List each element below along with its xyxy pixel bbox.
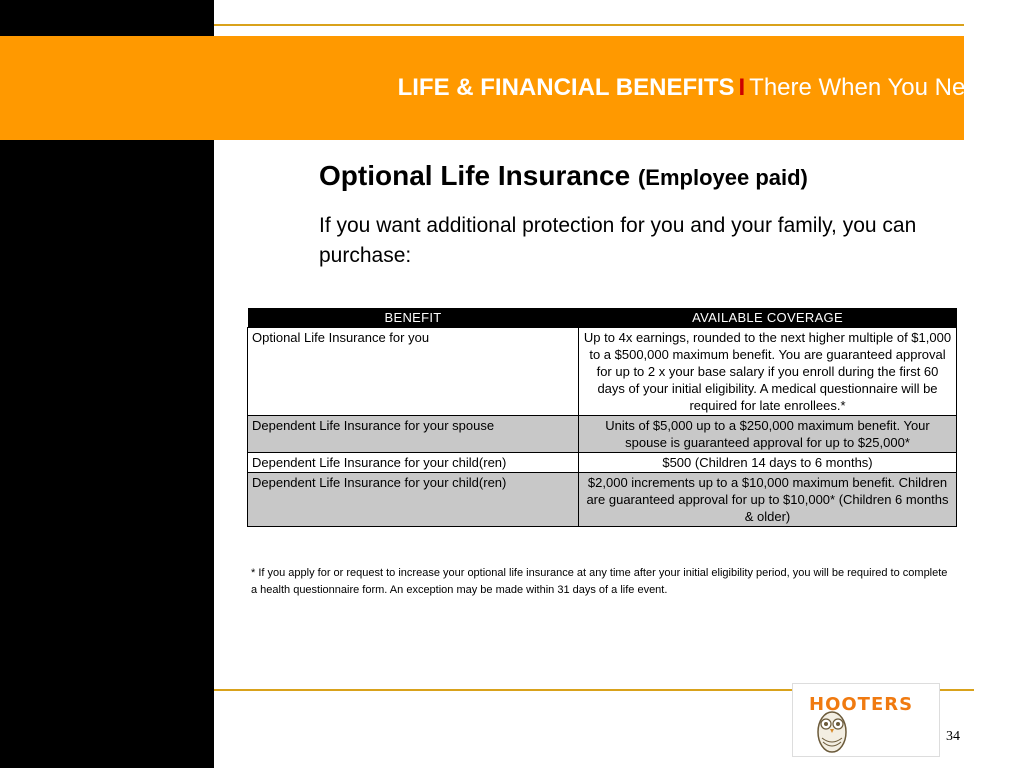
table-row bbox=[248, 473, 957, 527]
hooters-logo bbox=[792, 683, 940, 757]
table-row bbox=[248, 328, 957, 416]
coverage-cell: $2,000 increments up to a $10,000 maximum benefit. Children are guaranteed approval for up to $10,000* (Children 6 months & older) bbox=[579, 473, 957, 527]
header-benefit: BENEFIT bbox=[248, 308, 579, 328]
header-coverage: AVAILABLE COVERAGE bbox=[579, 308, 957, 328]
table-header-row bbox=[248, 308, 957, 328]
intro-text: If you want additional protection for you and your family, you can purchase: bbox=[319, 214, 917, 267]
banner-title bbox=[398, 74, 1012, 102]
benefit-table bbox=[247, 308, 957, 527]
logo-text: HOOTERS bbox=[809, 694, 914, 715]
table-row bbox=[248, 453, 957, 473]
banner-separator: I bbox=[738, 74, 746, 101]
benefit-cell: Optional Life Insurance for you bbox=[248, 328, 579, 416]
benefit-cell: Dependent Life Insurance for your spouse bbox=[248, 416, 579, 453]
coverage-cell: Up to 4x earnings, rounded to the next higher multiple of $1,000 to a $500,000 maximum benefit. You are guaranteed approval for up to 2 x your base salary if you enroll during the first 60 days of your initial eligibility. A medical questionnaire will be required for late enrollees.* bbox=[579, 328, 957, 416]
benefit-cell: Dependent Life Insurance for your child(ren) bbox=[248, 453, 579, 473]
coverage-cell: $500 (Children 14 days to 6 months) bbox=[579, 453, 957, 473]
section-subtitle: (Employee paid) bbox=[637, 165, 808, 190]
section-title-text: Optional Life Insurance bbox=[319, 160, 631, 191]
coverage-cell: Units of $5,000 up to a $250,000 maximum benefit. Your spouse is guaranteed approval for up to $25,000* bbox=[579, 416, 957, 453]
top-rule bbox=[214, 24, 964, 26]
section-title bbox=[319, 160, 808, 192]
benefit-cell: Dependent Life Insurance for your child(ren) bbox=[248, 473, 579, 527]
footnote: * If you apply for or request to increase your optional life insurance at any time after your initial eligibility period, you will be required to complete a health questionnaire form. An exception may be made within 31 days of a life event. bbox=[251, 567, 948, 596]
table-row bbox=[248, 416, 957, 453]
banner-tagline: There When You Need It bbox=[749, 74, 1012, 101]
page-number: 34 bbox=[946, 729, 960, 744]
banner-bold-text: LIFE & FINANCIAL BENEFITS bbox=[397, 74, 735, 101]
